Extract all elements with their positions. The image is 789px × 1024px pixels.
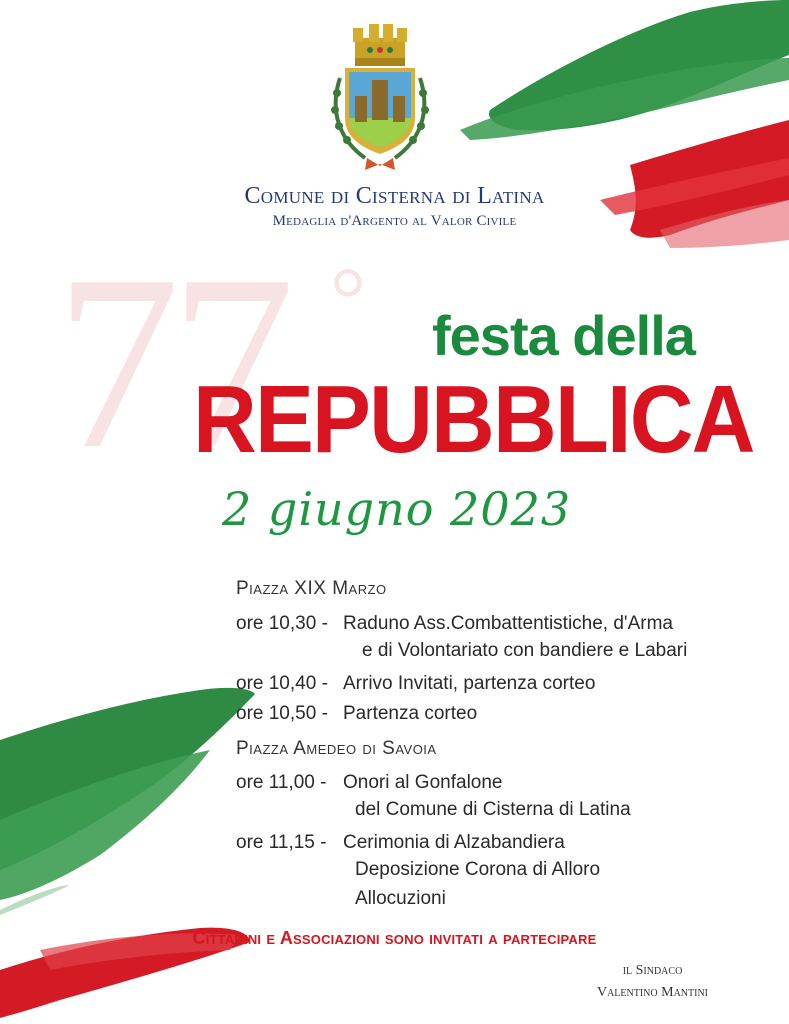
- repubblica-heading: REPUBBLICA: [193, 366, 754, 473]
- program-description-continued: Allocuzioni: [355, 888, 446, 909]
- festa-della-heading: festa della: [432, 304, 695, 367]
- place-piazza-amedeo-di-savoia: Piazza Amedeo di Savoia: [236, 738, 437, 759]
- program-description: Arrivo Invitati, partenza corteo: [343, 673, 596, 694]
- program-description-continued: del Comune di Cisterna di Latina: [355, 799, 631, 820]
- program-time: ore 10,50 -: [236, 703, 328, 724]
- program-time: ore 11,15 -: [236, 832, 327, 853]
- invitation-text: Cittadini e Associazioni sono invitati a partecipare: [192, 928, 597, 948]
- program-description: Raduno Ass.Combattentistiche, d'Arma: [343, 613, 673, 634]
- program-description-continued: e di Volontariato con bandiere e Labari: [362, 640, 688, 661]
- edition-number: 77: [55, 224, 285, 501]
- comune-medal-subtitle: Medaglia d'Argento al Valor Civile: [272, 213, 517, 229]
- place-piazza-xix-marzo: Piazza XIX Marzo: [236, 578, 387, 599]
- city-coat-of-arms: [325, 18, 435, 178]
- comune-name: Comune di Cisterna di Latina: [244, 183, 545, 209]
- event-date: 2 giugno 2023: [222, 482, 572, 536]
- program-time: ore 10,40 -: [236, 673, 328, 694]
- signature-role: il Sindaco: [622, 963, 683, 978]
- program-time: ore 11,00 -: [236, 772, 327, 793]
- signature-name: Valentino Mantini: [596, 985, 709, 1000]
- program-description: Cerimonia di Alzabandiera: [343, 832, 565, 853]
- edition-degree-sign: °: [330, 250, 366, 349]
- program-time: ore 10,30 -: [236, 613, 328, 634]
- program-description: Onori al Gonfalone: [343, 772, 503, 793]
- program-description-continued: Deposizione Corona di Alloro: [355, 859, 601, 880]
- program-description: Partenza corteo: [343, 703, 478, 724]
